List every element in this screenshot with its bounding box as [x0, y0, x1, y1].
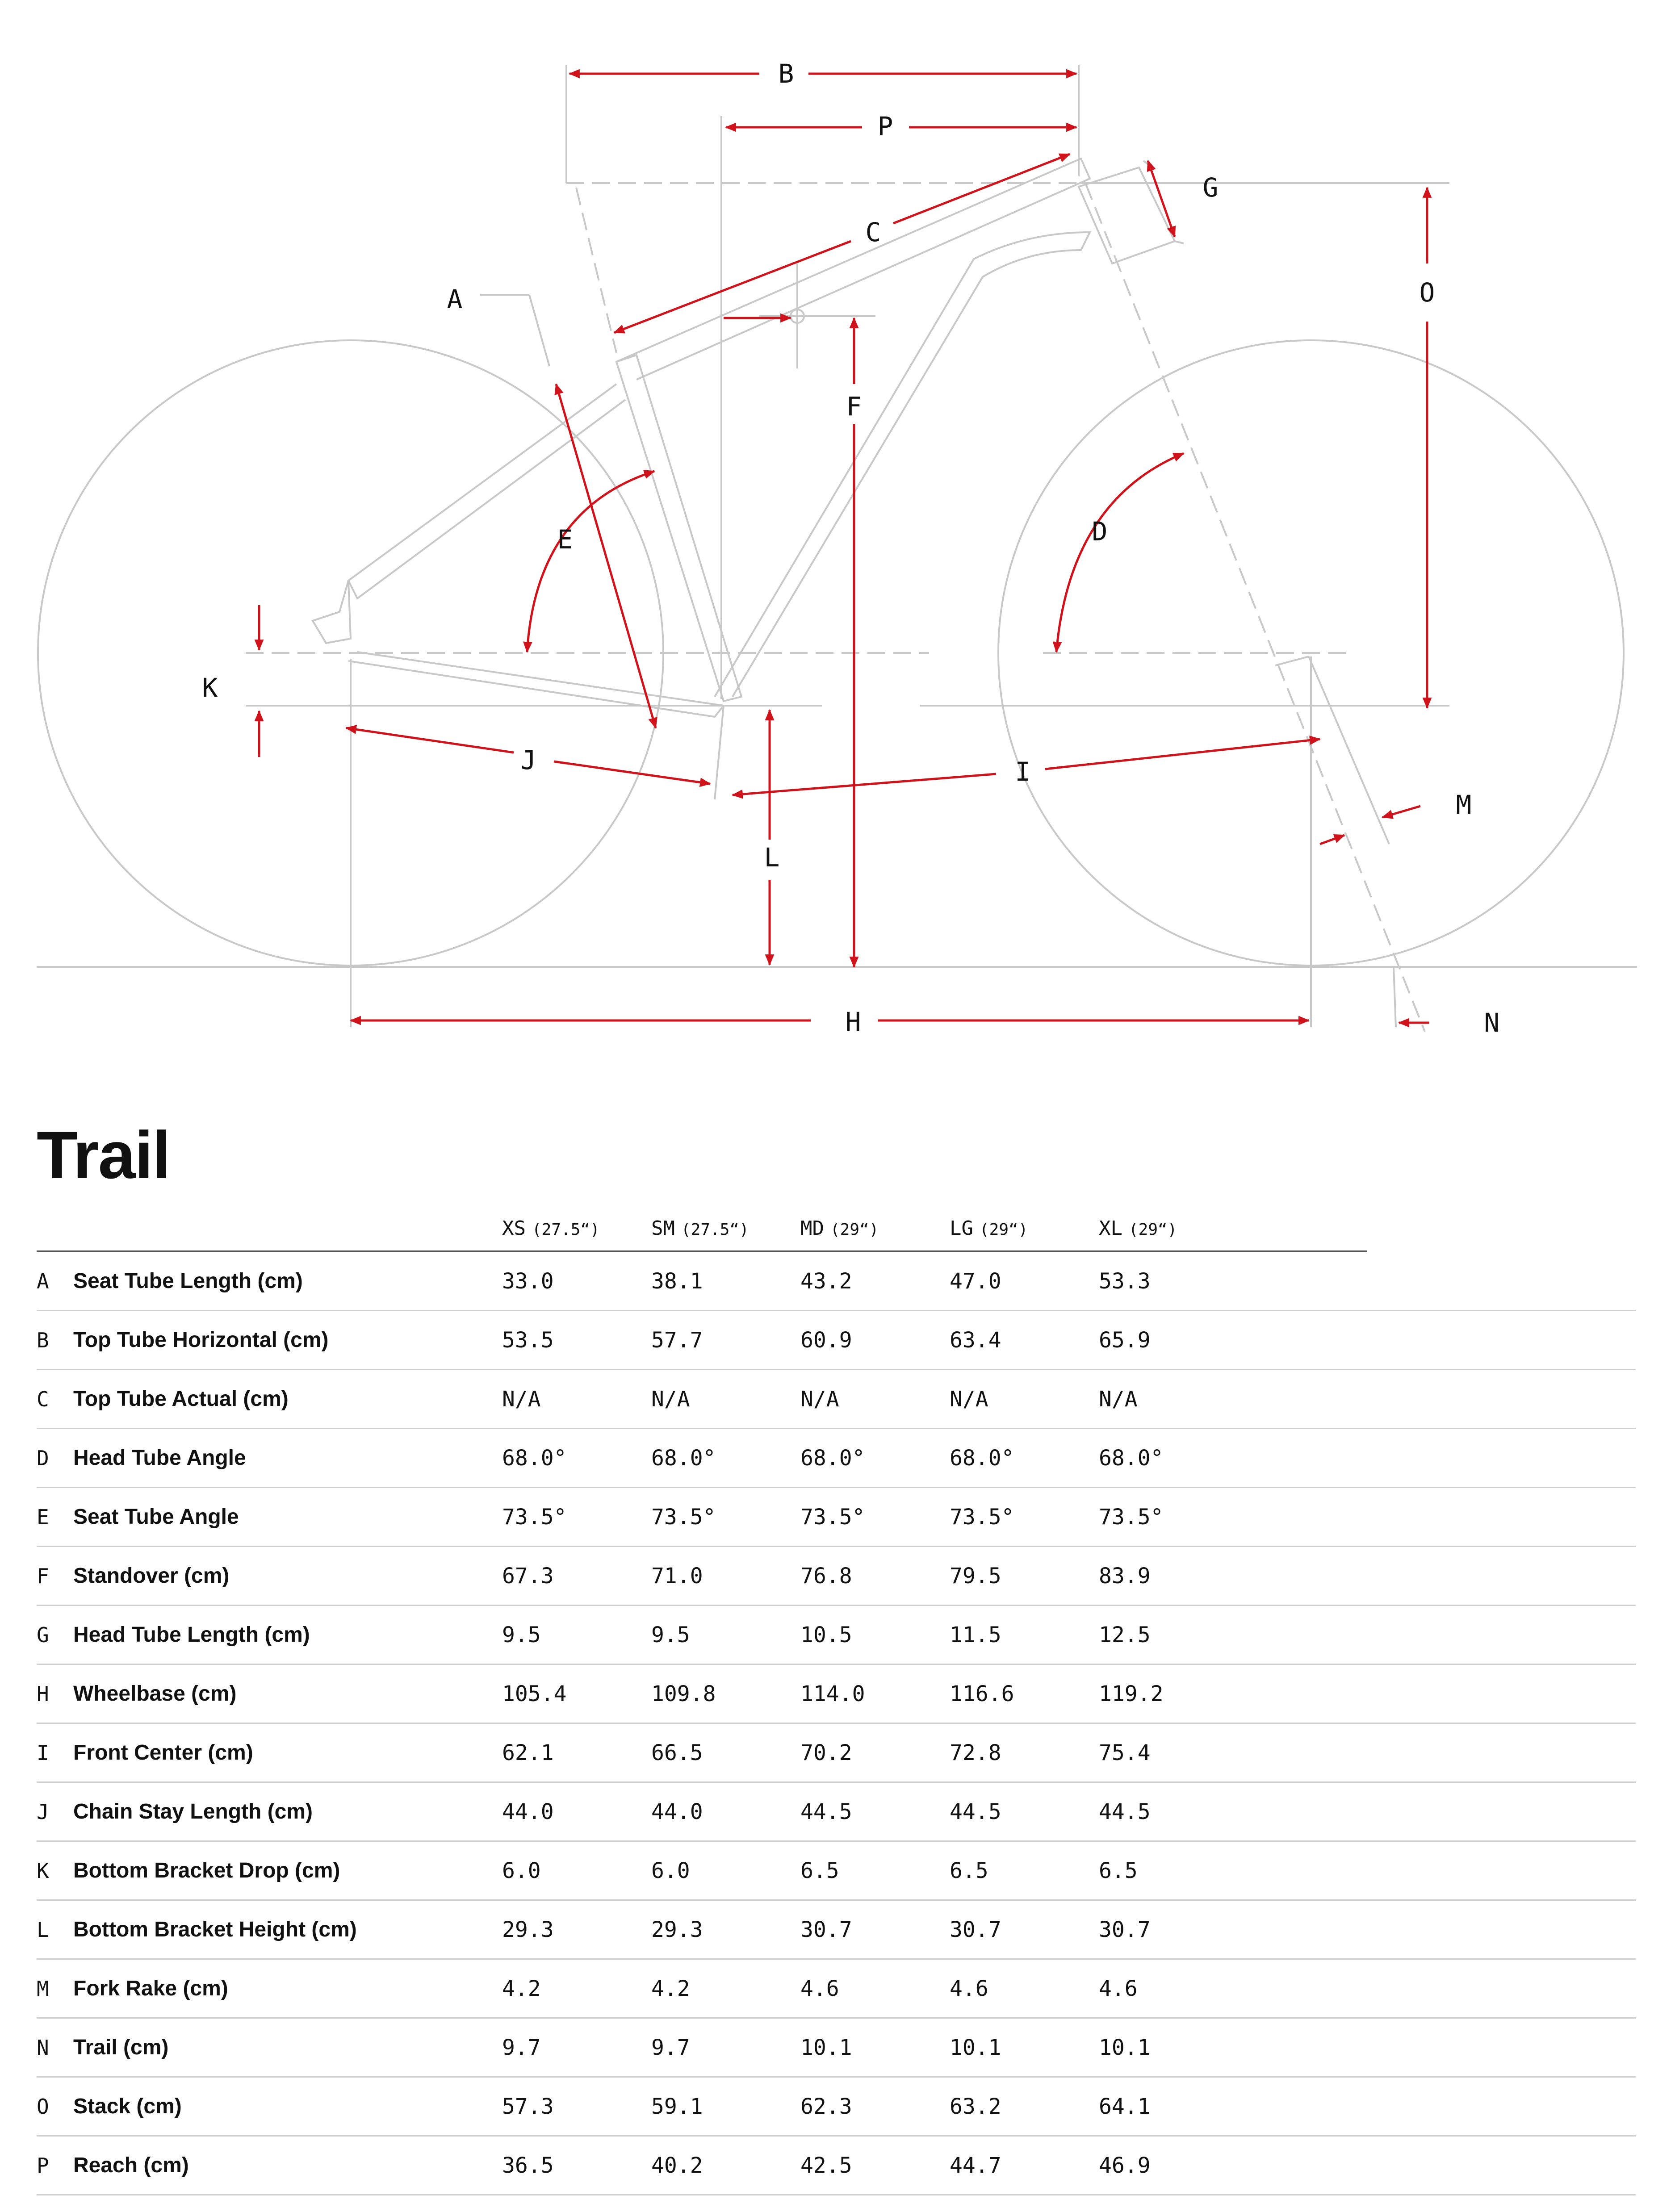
bike-frame: [313, 159, 1175, 717]
row-value: 57.3: [502, 2077, 651, 2136]
table-row: [37, 1370, 1636, 1429]
table-row: [37, 1782, 1636, 1841]
label-I: I: [1015, 757, 1031, 787]
table-row: [37, 1311, 1636, 1370]
row-filler: [1367, 1488, 1636, 1547]
row-key: I: [37, 1723, 73, 1782]
label-L: L: [764, 842, 780, 873]
label-E: E: [557, 524, 573, 555]
row-value: 83.9: [1099, 1547, 1367, 1606]
row-value: 6.0: [651, 1841, 800, 1900]
row-measurement-name: Trail (cm): [73, 2018, 502, 2077]
row-value: 68.0°: [1099, 1429, 1367, 1488]
row-value: 75.4: [1099, 1723, 1367, 1782]
row-value: 72.8: [950, 1723, 1099, 1782]
table-row: [37, 2077, 1636, 2136]
row-value: 59.1: [651, 2077, 800, 2136]
row-value: 4.6: [1099, 1959, 1367, 2018]
row-value: 10.1: [1099, 2018, 1367, 2077]
row-filler: [1367, 1959, 1636, 2018]
row-filler: [1367, 1900, 1636, 1959]
row-value: 73.5°: [651, 1488, 800, 1547]
label-K: K: [202, 673, 218, 703]
row-filler: [1367, 2136, 1636, 2195]
row-value: 9.5: [502, 1606, 651, 1664]
label-F: F: [846, 391, 862, 422]
row-value: 4.2: [651, 1959, 800, 2018]
row-value: 44.0: [502, 1782, 651, 1841]
row-value: 53.3: [1099, 1251, 1367, 1311]
row-measurement-name: Bottom Bracket Drop (cm): [73, 1841, 502, 1900]
label-D: D: [1092, 516, 1108, 547]
dimension-labels: [202, 59, 1500, 1038]
row-key: P: [37, 2136, 73, 2195]
row-measurement-name: Wheelbase (cm): [73, 1664, 502, 1723]
row-measurement-name: Stack (cm): [73, 2077, 502, 2136]
row-value: 30.7: [1099, 1900, 1367, 1959]
table-row: [37, 1959, 1636, 2018]
label-G: G: [1202, 172, 1219, 203]
table-row: [37, 1664, 1636, 1723]
row-key: O: [37, 2077, 73, 2136]
row-filler: [1367, 1782, 1636, 1841]
row-value: 68.0°: [502, 1429, 651, 1488]
row-value: 44.5: [1099, 1782, 1367, 1841]
row-value: 57.7: [651, 1311, 800, 1370]
row-value: 64.1: [1099, 2077, 1367, 2136]
row-key: L: [37, 1900, 73, 1959]
row-key: H: [37, 1664, 73, 1723]
table-row: [37, 1251, 1636, 1311]
row-value: 67.3: [502, 1547, 651, 1606]
row-key: F: [37, 1547, 73, 1606]
table-row: [37, 1547, 1636, 1606]
row-key: C: [37, 1370, 73, 1429]
row-value: 6.5: [1099, 1841, 1367, 1900]
row-key: K: [37, 1841, 73, 1900]
table-row: [37, 1841, 1636, 1900]
row-value: 36.5: [502, 2136, 651, 2195]
row-measurement-name: Head Tube Length (cm): [73, 1606, 502, 1664]
row-value: 9.7: [651, 2018, 800, 2077]
row-filler: [1367, 1664, 1636, 1723]
row-key: N: [37, 2018, 73, 2077]
label-O: O: [1419, 277, 1435, 308]
row-value: 53.5: [502, 1311, 651, 1370]
row-value: 71.0: [651, 1547, 800, 1606]
table-row: [37, 1429, 1636, 1488]
row-value: 62.1: [502, 1723, 651, 1782]
row-value: 119.2: [1099, 1664, 1367, 1723]
label-J: J: [520, 745, 536, 775]
dimension-arrows: [259, 74, 1429, 1023]
row-filler: [1367, 1251, 1636, 1311]
row-value: 9.7: [502, 2018, 651, 2077]
row-filler: [1367, 2018, 1636, 2077]
size-column-header: XL (29“): [1099, 1206, 1367, 1251]
row-filler: [1367, 1311, 1636, 1370]
row-value: 44.5: [800, 1782, 950, 1841]
row-value: 44.5: [950, 1782, 1099, 1841]
row-value: 46.9: [1099, 2136, 1367, 2195]
row-value: 11.5: [950, 1606, 1099, 1664]
row-measurement-name: Bottom Bracket Height (cm): [73, 1900, 502, 1959]
row-measurement-name: Top Tube Actual (cm): [73, 1370, 502, 1429]
table-row: [37, 2136, 1636, 2195]
table-row: [37, 2018, 1636, 2077]
row-value: 73.5°: [950, 1488, 1099, 1547]
label-A: A: [447, 284, 463, 314]
page-title: Trail: [37, 1117, 170, 1192]
row-value: 30.7: [800, 1900, 950, 1959]
row-value: 9.5: [651, 1606, 800, 1664]
row-filler: [1367, 1547, 1636, 1606]
row-value: 47.0: [950, 1251, 1099, 1311]
row-value: 105.4: [502, 1664, 651, 1723]
table-header-row: [37, 1206, 1636, 1251]
row-filler: [1367, 1370, 1636, 1429]
row-value: 29.3: [651, 1900, 800, 1959]
geometry-table-body: [37, 1251, 1636, 2195]
row-key: A: [37, 1251, 73, 1311]
row-measurement-name: Chain Stay Length (cm): [73, 1782, 502, 1841]
row-filler: [1367, 2077, 1636, 2136]
row-value: 65.9: [1099, 1311, 1367, 1370]
row-value: 60.9: [800, 1311, 950, 1370]
row-value: 29.3: [502, 1900, 651, 1959]
row-measurement-name: Front Center (cm): [73, 1723, 502, 1782]
row-value: 44.0: [651, 1782, 800, 1841]
row-key: J: [37, 1782, 73, 1841]
header-key: [37, 1206, 73, 1251]
row-measurement-name: Seat Tube Length (cm): [73, 1251, 502, 1311]
row-measurement-name: Standover (cm): [73, 1547, 502, 1606]
row-value: N/A: [950, 1370, 1099, 1429]
size-column-header: MD (29“): [800, 1206, 950, 1251]
size-column-header: XS (27.5“): [502, 1206, 651, 1251]
row-value: 4.2: [502, 1959, 651, 2018]
row-value: 62.3: [800, 2077, 950, 2136]
table-row: [37, 1723, 1636, 1782]
row-value: 116.6: [950, 1664, 1099, 1723]
row-value: 6.5: [800, 1841, 950, 1900]
row-filler: [1367, 1606, 1636, 1664]
row-key: G: [37, 1606, 73, 1664]
table-row: [37, 1488, 1636, 1547]
label-M: M: [1456, 790, 1472, 820]
row-value: 70.2: [800, 1723, 950, 1782]
row-value: 38.1: [651, 1251, 800, 1311]
geometry-table: [37, 1206, 1636, 2195]
row-value: 42.5: [800, 2136, 950, 2195]
row-measurement-name: Reach (cm): [73, 2136, 502, 2195]
row-value: 30.7: [950, 1900, 1099, 1959]
row-key: B: [37, 1311, 73, 1370]
row-value: 73.5°: [502, 1488, 651, 1547]
row-measurement-name: Fork Rake (cm): [73, 1959, 502, 2018]
row-value: 73.5°: [1099, 1488, 1367, 1547]
row-value: 6.5: [950, 1841, 1099, 1900]
row-value: 44.7: [950, 2136, 1099, 2195]
row-value: 68.0°: [950, 1429, 1099, 1488]
row-key: E: [37, 1488, 73, 1547]
row-measurement-name: Head Tube Angle: [73, 1429, 502, 1488]
row-value: 4.6: [950, 1959, 1099, 2018]
label-N: N: [1484, 1008, 1500, 1038]
row-value: 4.6: [800, 1959, 950, 2018]
row-value: 68.0°: [800, 1429, 950, 1488]
row-value: 76.8: [800, 1547, 950, 1606]
row-value: 10.1: [950, 2018, 1099, 2077]
table-row: [37, 1900, 1636, 1959]
row-value: 12.5: [1099, 1606, 1367, 1664]
row-value: N/A: [502, 1370, 651, 1429]
row-filler: [1367, 1723, 1636, 1782]
row-filler: [1367, 1841, 1636, 1900]
row-measurement-name: Seat Tube Angle: [73, 1488, 502, 1547]
row-value: 33.0: [502, 1251, 651, 1311]
row-value: 10.1: [800, 2018, 950, 2077]
size-column-header: SM (27.5“): [651, 1206, 800, 1251]
label-B: B: [778, 59, 794, 89]
label-H: H: [845, 1007, 861, 1037]
row-value: 10.5: [800, 1606, 950, 1664]
row-measurement-name: Top Tube Horizontal (cm): [73, 1311, 502, 1370]
table-row: [37, 1606, 1636, 1664]
size-column-header: LG (29“): [950, 1206, 1099, 1251]
row-filler: [1367, 1429, 1636, 1488]
label-C: C: [865, 217, 881, 247]
row-value: N/A: [651, 1370, 800, 1429]
row-value: N/A: [1099, 1370, 1367, 1429]
row-value: 40.2: [651, 2136, 800, 2195]
row-key: D: [37, 1429, 73, 1488]
row-value: 68.0°: [651, 1429, 800, 1488]
row-value: 43.2: [800, 1251, 950, 1311]
row-value: 63.2: [950, 2077, 1099, 2136]
row-value: 109.8: [651, 1664, 800, 1723]
row-value: 73.5°: [800, 1488, 950, 1547]
row-value: 63.4: [950, 1311, 1099, 1370]
row-value: 114.0: [800, 1664, 950, 1723]
row-value: 6.0: [502, 1841, 651, 1900]
row-key: M: [37, 1959, 73, 2018]
row-value: 66.5: [651, 1723, 800, 1782]
bike-geometry-diagram: [0, 0, 1675, 1072]
row-value: N/A: [800, 1370, 950, 1429]
header-name: [73, 1206, 502, 1251]
row-value: 79.5: [950, 1547, 1099, 1606]
label-P: P: [877, 111, 893, 142]
